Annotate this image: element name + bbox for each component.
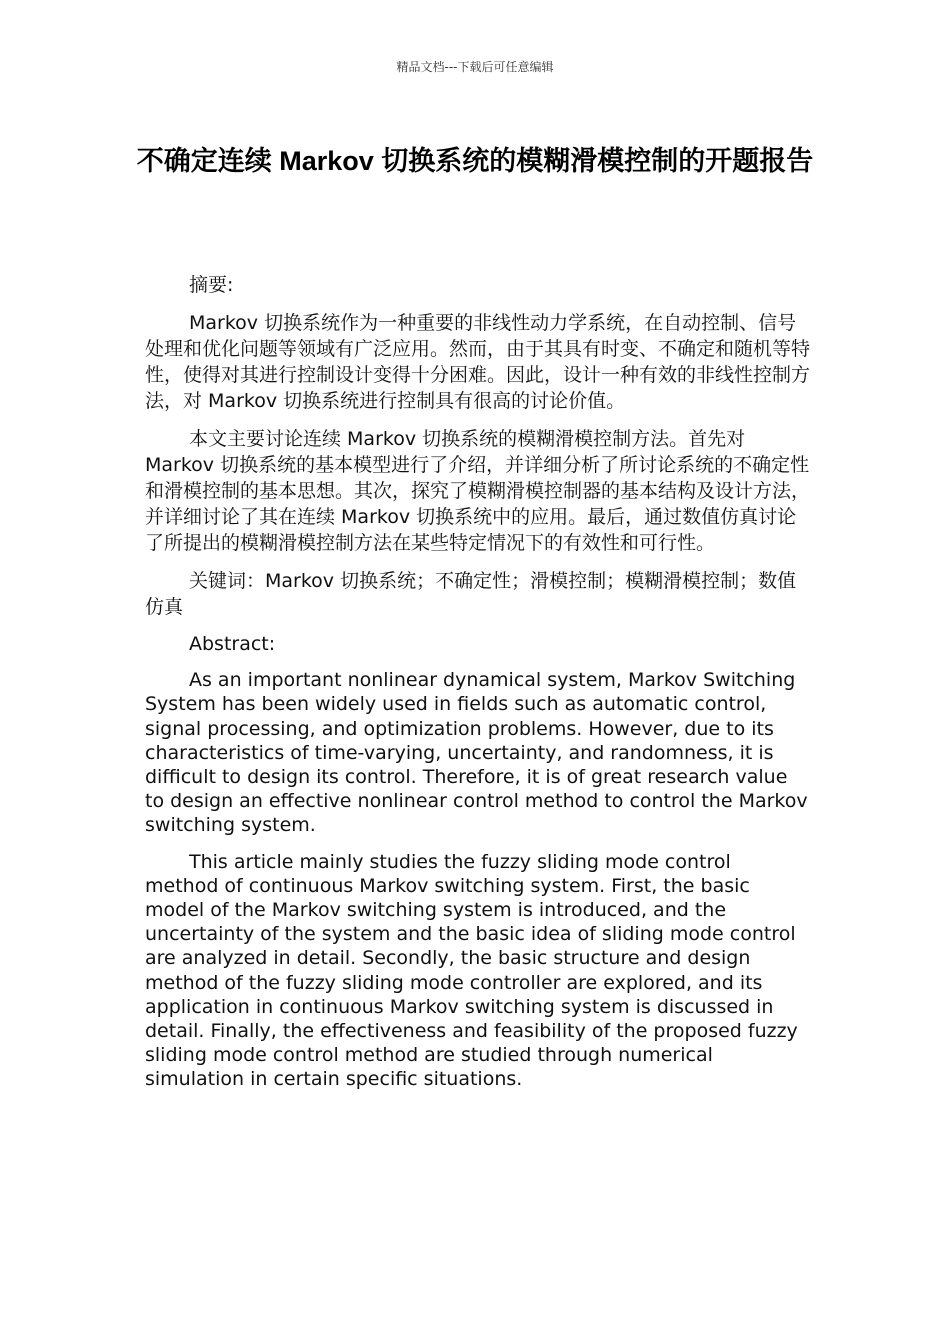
abstract-cn-label: 摘要: xyxy=(189,274,234,296)
abstract-cn-paragraph-1: Markov 切换系统作为一种重要的非线性动力学系统，在自动控制、信号处理和优化问题等领域有广泛应用。然而，由于其具有时变、不确定和随机等特性，使得对其进行控制设计变得十分困难。因此，设计一种有效的非线性控制方法，对 Markov 切换系统进行控制具有很高的讨论价值。 xyxy=(145,312,811,412)
header-note: 精品文档---下载后可任意编辑 xyxy=(396,60,554,74)
keywords: 关键词：Markov 切换系统；不确定性；滑模控制；模糊滑模控制；数值仿真 xyxy=(145,570,797,618)
abstract-en-paragraph-1: As an important nonlinear dynamical system, Markov Switching System has been widely used in fields such as automatic control, signal processing, and optimization problems. However, due to its characteristics of time-varying, uncertainty, and randomness, it is difficult to design its control. Therefore, it is of great research value to design an effective nonlinear control method to control the Markov switching system. xyxy=(145,669,808,837)
abstract-cn-paragraph-2: 本文主要讨论连续 Markov 切换系统的模糊滑模控制方法。首先对 Markov 切换系统的基本模型进行了介绍，并详细分析了所讨论系统的不确定性和滑模控制的基本思想。其次，探究了模糊滑模控制器的基本结构及设计方法，并详细讨论了其在连续 Markov 切换系统中的应用。最后，通过数值仿真讨论了所提出的模糊滑模控制方法在某些特定情况下的有效性和可行性。 xyxy=(145,428,811,554)
abstract-en-paragraph-2: This article mainly studies the fuzzy sliding mode control method of continuous Markov switching system. First, the basic model of the Markov switching system is introduced, and the uncertainty of the system and the basic idea of sliding mode control are analyzed in detail. Secondly, the basic structure and design method of the fuzzy sliding mode controller are explored, and its application in continuous Markov switching system is discussed in detail. Finally, the effectiveness and feasibility of the proposed fuzzy sliding mode control method are studied through numerical simulation in certain specific situations. xyxy=(145,850,798,1091)
document-body xyxy=(145,272,810,1104)
document-title: 不确定连续 Markov 切换系统的模糊滑模控制的开题报告 xyxy=(136,146,814,176)
abstract-en-label: Abstract: xyxy=(189,633,276,655)
